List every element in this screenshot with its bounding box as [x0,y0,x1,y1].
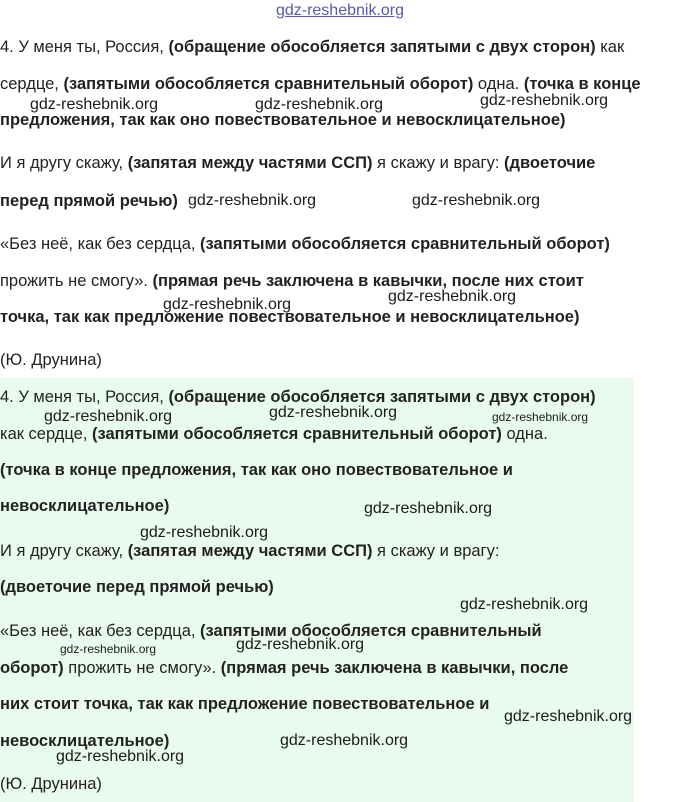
b1-line-8: точка, так как предложение повествовательное и невосклицательное) [0,308,580,326]
b2-line-2: как сердце, (запятыми обособляется сравнительный оборот) одна. [0,425,548,443]
watermark-text: gdz-reshebnik.org [30,96,159,113]
watermark-text: gdz-reshebnik.org [163,296,292,313]
watermark-text: gdz-reshebnik.org [504,708,633,725]
b1-line-4: И я другу скажу, (запятая между частями ССП) я скажу и врагу: (двоеточие [0,154,596,172]
b2-line-4: невосклицательное) [0,497,170,515]
top-watermark-link[interactable]: gdz-reshebnik.org [275,2,405,19]
watermark-text: gdz-reshebnik.org [492,410,589,424]
watermark-text: gdz-reshebnik.org [188,192,317,209]
b1-line-6: «Без неё, как без сердца, (запятыми обособляется сравнительный оборот) [0,235,610,253]
b2-line-9: них стоит точка, так как предложение повествовательное и [0,695,490,713]
b2-line-3: (точка в конце предложения, так как оно повествовательное и [0,461,513,479]
watermark-text: gdz-reshebnik.org [44,408,173,425]
b1-author: (Ю. Друнина) [0,351,102,369]
b1-line-2: сердце, (запятыми обособляется сравнительный оборот) одна. (точка в конце [0,75,641,93]
watermark-text: gdz-reshebnik.org [412,192,541,209]
b2-line-7: «Без неё, как без сердца, (запятыми обособляется сравнительный [0,622,542,640]
watermark-text: gdz-reshebnik.org [460,596,589,613]
watermark-text: gdz-reshebnik.org [60,642,157,656]
b2-author: (Ю. Друнина) [0,775,102,793]
b2-line-8: оборот) прожить не смогу». (прямая речь заключена в кавычки, после [0,659,569,677]
b1-line-7: прожить не смогу». (прямая речь заключена в кавычки, после них стоит [0,272,584,290]
b2-line-1: 4. У меня ты, Россия, (обращение обособляется запятыми с двух сторон) [0,388,596,406]
watermark-text: gdz-reshebnik.org [480,92,609,109]
watermark-text: gdz-reshebnik.org [388,288,517,305]
watermark-text: gdz-reshebnik.org [280,732,409,749]
watermark-text: gdz-reshebnik.org [269,404,398,421]
b1-line-5: перед прямой речью) [0,192,178,210]
watermark-text: gdz-reshebnik.org [140,524,269,541]
b2-line-5: И я другу скажу, (запятая между частями ССП) я скажу и врагу: [0,542,500,560]
b1-line-3: предложения, так как оно повествовательное и невосклицательное) [0,111,566,129]
b2-line-6: (двоеточие перед прямой речью) [0,578,274,596]
b2-line-10: невосклицательное) [0,732,170,750]
watermark-text: gdz-reshebnik.org [236,636,365,653]
watermark-text: gdz-reshebnik.org [56,748,185,765]
b1-line-1: 4. У меня ты, Россия, (обращение обособляется запятыми с двух сторон) как [0,38,625,56]
watermark-text: gdz-reshebnik.org [364,500,493,517]
watermark-text: gdz-reshebnik.org [255,96,384,113]
